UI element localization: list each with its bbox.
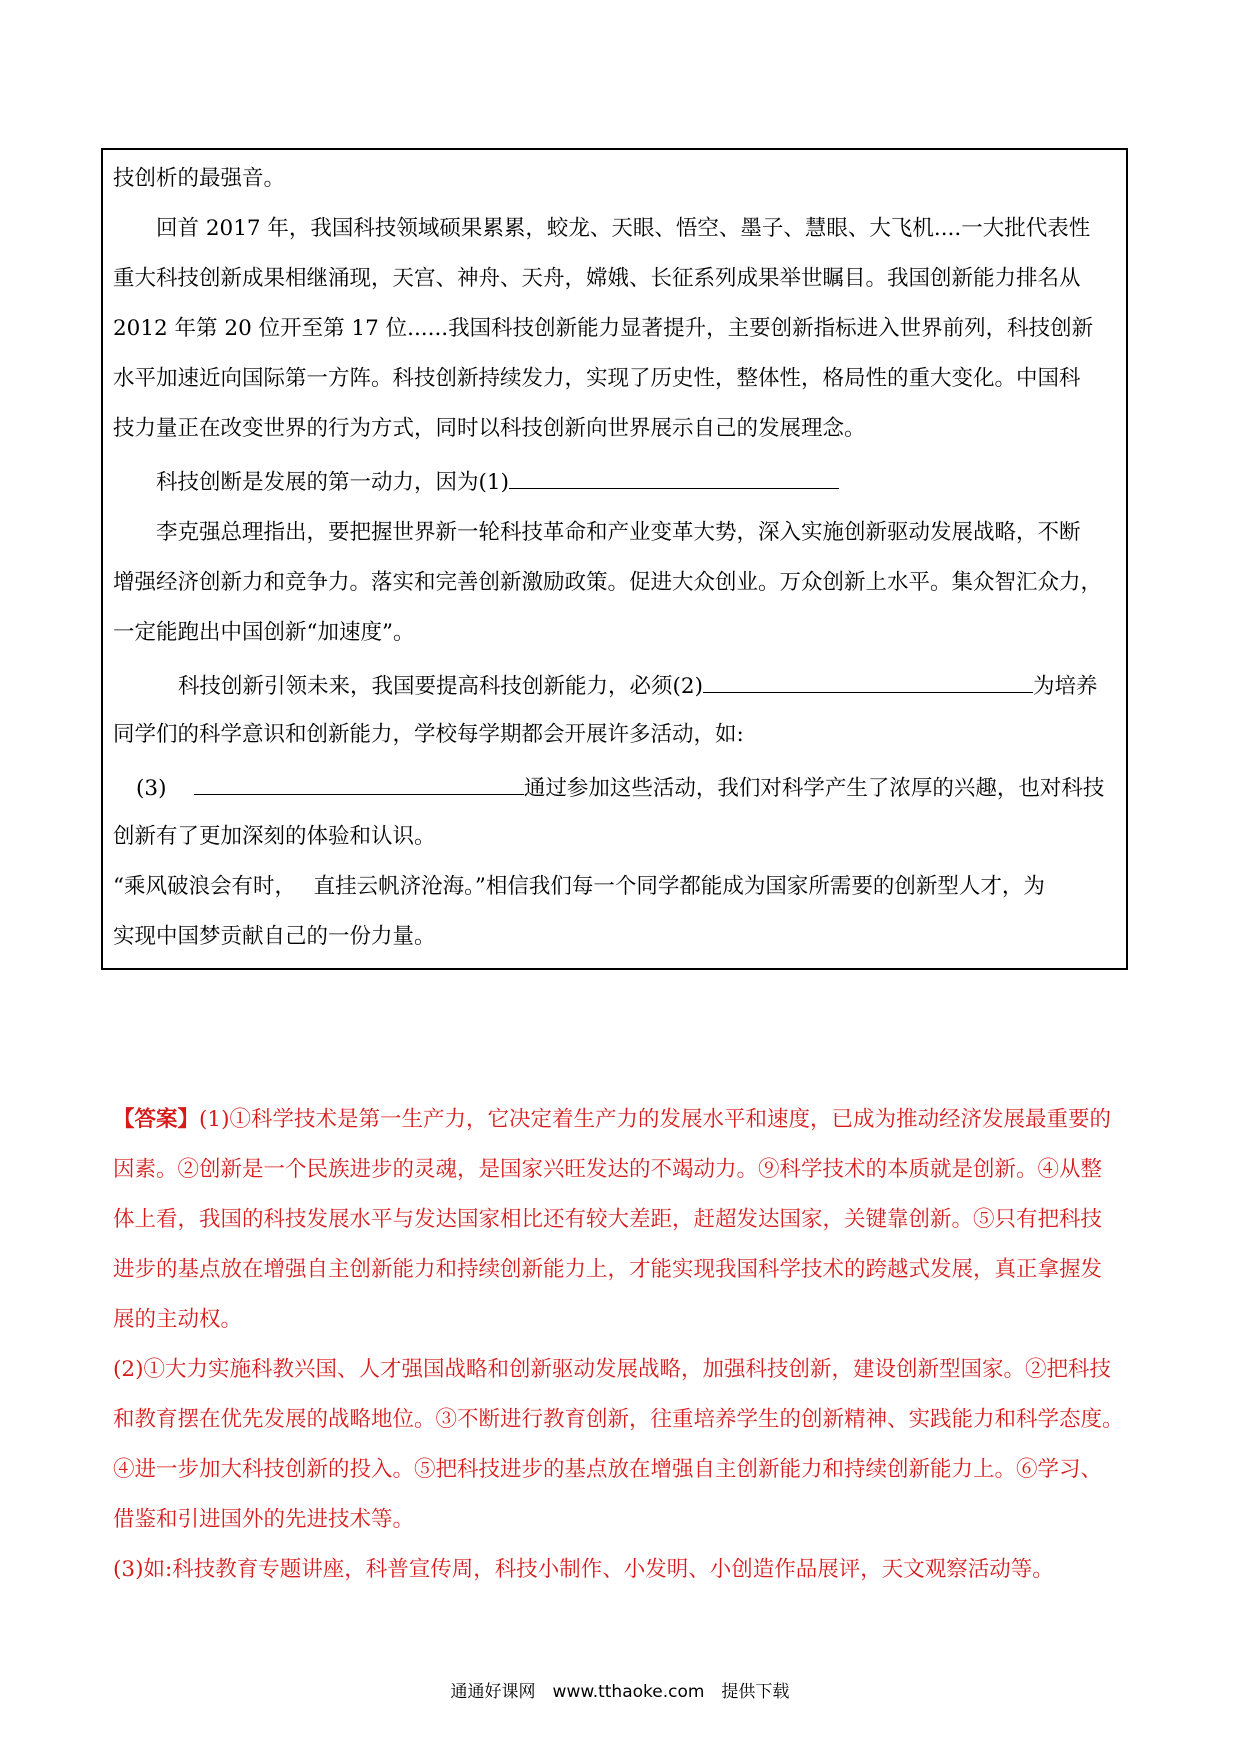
passage-line: 一定能跑出中国创新“加速度”。 (113, 620, 415, 645)
page-footer: 通通好课网 www.tthaoke.com 提供下载 (450, 1682, 790, 1702)
question-3-suffix: 通过参加这些活动，我们对科学产生了浓厚的兴趣，也对科技 (523, 776, 1105, 801)
question-2-suffix: 为培养 (1032, 674, 1098, 699)
answer-line: 展的主动权。 (113, 1307, 243, 1332)
passage-line: 重大科技创新成果相继涌现，天宫、神舟、天舟，嫦娥、长征系列成果举世瞩目。我国创新能力排名从 (113, 266, 1081, 291)
passage-line: 技力量正在改变世界的行为方式，同时以科技创新向世界展示自己的发展理念。 (113, 416, 866, 441)
answer-line: ④进一步加大科技创新的投入。⑤把科技进步的基点放在增强自主创新能力和持续创新能力上。⑥学习、 (113, 1457, 1103, 1482)
answer-blank-2[interactable] (703, 670, 1033, 693)
answer-text: (1)①科学技术是第一生产力，它决定着生产力的发展水平和速度，已成为推动经济发展最重要的 (199, 1107, 1111, 1132)
answer-blank-3[interactable] (194, 772, 524, 795)
answer-line: 和教育摆在优先发展的战略地位。③不断进行教育创新，往重培养学生的创新精神、实践能力和科学态度。 (113, 1407, 1124, 1432)
passage-line: 回首 2017 年，我国科技领域硕果累累，蛟龙、天眼、悟空、墨子、慧眼、大飞机....一大批代表性 (156, 216, 1091, 241)
closing-line: 实现中国梦贡献自己的一份力量。 (113, 924, 436, 949)
passage-line: 水平加速近向国际第一方阵。科技创新持续发力，实现了历史性，整体性，格局性的重大变化。中国科 (113, 366, 1081, 391)
passage-line: 李克强总理指出，要把握世界新一轮科技革命和产业变革大势，深入实施创新驱动发展战略，不断 (156, 520, 1081, 545)
answer-blank-1[interactable] (509, 466, 839, 489)
question-3-prefix: (3) (136, 776, 167, 801)
question-1-line (156, 466, 839, 498)
passage-line: 2012 年第 20 位开至第 17 位......我国科技创新能力显著提升，主要创新指标进入世界前列，科技创新 (113, 316, 1094, 341)
answer-line: 进步的基点放在增强自主创新能力和持续创新能力上，才能实现我国科学技术的跨越式发展，真正拿握发 (113, 1257, 1103, 1282)
answer-line: (3)如:科技教育专题讲座，科普宣传周，科技小制作、小发明、小创造作品展评，天文观察活动等。 (113, 1557, 1054, 1582)
answer-line: 借鉴和引进国外的先进技术等。 (113, 1507, 415, 1532)
answer-tag: 【答案】 (113, 1107, 200, 1132)
passage-line: 技创析的最强音。 (113, 166, 286, 191)
question-3-line (136, 772, 1104, 804)
answer-line: 体上看，我国的科技发展水平与发达国家相比还有较大差距，赶超发达国家，关键靠创新。⑤只有把科技 (113, 1207, 1103, 1232)
question-2-line (178, 670, 1097, 702)
passage-line: 创新有了更加深刻的体验和认识。 (113, 824, 436, 849)
answer-line: (2)①大力实施科教兴国、人才强国战略和创新驱动发展战略，加强科技创新，建设创新型国家。②把科技 (113, 1357, 1111, 1382)
passage-line: 同学们的科学意识和创新能力，学校每学期都会开展许多活动，如: (113, 722, 744, 747)
question-2-prefix: 科技创新引领未来，我国要提高科技创新能力，必须(2) (178, 674, 703, 699)
answer-line (113, 1105, 1111, 1135)
passage-line: 增强经济创新力和竞争力。落实和完善创新激励政策。促进大众创业。万众创新上水平。集众智汇众力， (113, 570, 1103, 595)
closing-line: “乘风破浪会有时， 直挂云帆济沧海。”相信我们每一个同学都能成为国家所需要的创新型人才，为 (113, 874, 1045, 899)
question-1-prefix: 科技创断是发展的第一动力，因为(1) (156, 470, 509, 495)
answer-line: 因素。②创新是一个民族进步的灵魂，是国家兴旺发达的不竭动力。⑨科学技术的本质就是创新。④从整 (113, 1157, 1103, 1182)
